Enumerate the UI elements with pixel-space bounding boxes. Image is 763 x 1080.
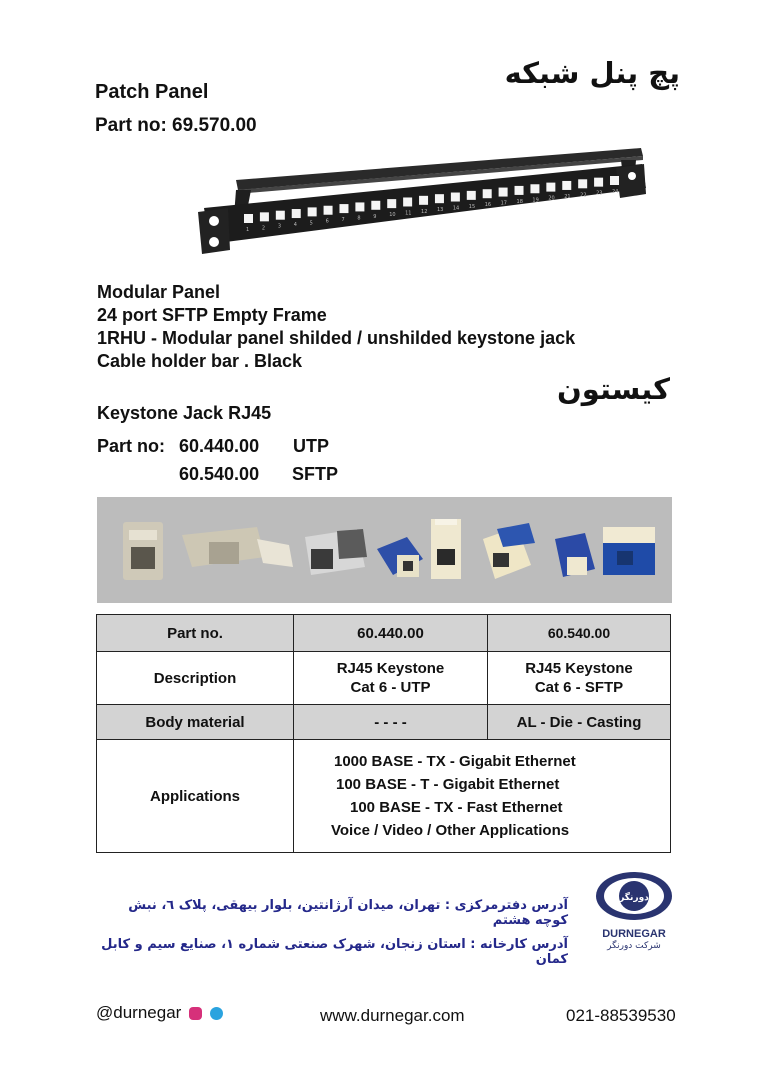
panel-port-number: 22 [580, 192, 587, 199]
panel-port [324, 206, 333, 215]
patch-panel-image [196, 146, 646, 256]
panel-port-number: 23 [596, 190, 603, 197]
panel-port [355, 202, 364, 211]
panel-port-number: 4 [293, 222, 297, 229]
panel-port-number: 8 [357, 215, 361, 222]
instagram-icon[interactable] [189, 1007, 202, 1020]
keystone-part-type: SFTP [292, 464, 339, 484]
panel-port [371, 201, 380, 210]
panel-port-number: 5 [309, 220, 313, 227]
logo-mark: دورنگر [619, 893, 649, 903]
panel-port-number: 7 [341, 217, 345, 224]
keystone-photo [182, 527, 293, 567]
spec-table-header-label: Part no. [97, 615, 294, 652]
application-item: 1000 BASE - TX - Gigabit Ethernet [334, 753, 576, 770]
brand-name-persian: شرکت دورنگر [607, 941, 661, 951]
panel-port-number: 16 [484, 202, 492, 209]
spec-table-header-col1: 60.440.00 [294, 615, 488, 652]
panel-port [530, 184, 539, 193]
spec-row-description-label: Description [97, 652, 294, 705]
spec-row-body-material-label: Body material [97, 705, 294, 740]
application-item: Voice / Video / Other Applications [331, 822, 570, 839]
panel-port-number: 10 [389, 212, 396, 219]
spec-row-applications-list [294, 740, 671, 853]
panel-port-number: 13 [436, 207, 444, 214]
social-handle-group [96, 1003, 223, 1023]
keystone-photos [97, 497, 672, 603]
panel-port-number: 24 [612, 189, 619, 195]
description-line: Cat 6 - SFTP [534, 679, 624, 696]
spec-row-applications-label: Applications [97, 740, 294, 853]
panel-port-number: 18 [516, 198, 523, 205]
phone-number: 021-88539530 [566, 1006, 676, 1025]
description-line: RJ45 Keystone [336, 660, 445, 677]
panel-port-number: 2 [261, 225, 266, 232]
spec-row-description-col2 [488, 652, 671, 705]
keystone-part-type: UTP [293, 436, 329, 456]
panel-port [546, 183, 555, 192]
panel-port [483, 189, 492, 198]
panel-port [244, 214, 253, 223]
panel-port-number: 14 [452, 205, 460, 212]
panel-port-number: 9 [373, 213, 377, 220]
panel-description-line: Modular Panel [97, 282, 221, 302]
panel-port [276, 211, 285, 220]
keystone-photo [305, 529, 367, 575]
panel-port-number: 1 [246, 227, 250, 233]
panel-port [499, 188, 508, 197]
panel-port [610, 176, 619, 185]
keystone-photo [431, 519, 461, 579]
panel-port-number: 3 [277, 223, 282, 230]
spec-row-body-material-col2: AL - Die - Casting [488, 705, 671, 740]
panel-description-line: 24 port SFTP Empty Frame [97, 305, 327, 325]
page-title: Patch Panel [95, 81, 209, 103]
description-line: RJ45 Keystone [525, 660, 633, 677]
page-title-persian: پچ پنل شبکه [504, 56, 680, 90]
panel-port-number: 20 [548, 195, 555, 202]
keystone-photo [377, 537, 423, 577]
panel-port [339, 204, 348, 213]
panel-port-number: 21 [564, 193, 571, 200]
panel-port-number: 17 [500, 200, 507, 207]
spec-table-header-col2: 60.540.00 [488, 615, 671, 652]
spec-row-body-material-col1: - - - - [294, 705, 488, 740]
application-item: 100 BASE - T - Gigabit Ethernet [336, 776, 560, 793]
keystone-photo [603, 527, 655, 575]
factory-address: آدرس کارخانه : استان زنجان، شهرک صنعتی شماره ١، صنایع سیم و کابل کمان [101, 937, 568, 967]
panel-port [292, 209, 301, 218]
panel-port [467, 191, 476, 200]
panel-port-number: 19 [532, 197, 539, 204]
panel-port [578, 179, 587, 188]
panel-port [562, 181, 571, 190]
application-item: 100 BASE - TX - Fast Ethernet [350, 799, 563, 816]
brand-name: DURNEGAR [602, 928, 666, 940]
keystone-part-label: Part no: [97, 436, 166, 456]
panel-port [260, 212, 269, 221]
social-handle[interactable]: @durnegar [96, 1003, 182, 1022]
office-address: آدرس دفترمرکزی : تهران، میدان آرژانتین، بلوار بیهقی، پلاک ٦، نبش کوچه هشتم [128, 898, 568, 928]
panel-port [387, 199, 396, 208]
patch-panel-part-number: Part no: 69.570.00 [95, 115, 257, 136]
panel-port [308, 207, 317, 216]
panel-port [435, 194, 444, 203]
spec-table [96, 614, 671, 853]
website-link[interactable]: www.durnegar.com [320, 1006, 465, 1025]
panel-port-number: 12 [421, 208, 428, 215]
keystone-photo [123, 522, 163, 580]
panel-port [403, 197, 412, 206]
keystone-photo [483, 523, 535, 579]
panel-port [451, 193, 460, 202]
panel-port-number: 11 [405, 210, 412, 217]
telegram-icon[interactable] [210, 1007, 223, 1020]
spec-row-description-col1 [294, 652, 488, 705]
description-line: Cat 6 - UTP [350, 679, 431, 696]
panel-port [419, 196, 428, 205]
panel-description-line: Cable holder bar . Black [97, 351, 303, 371]
panel-description-line: 1RHU - Modular panel shilded / unshilded keystone jack [97, 328, 576, 348]
keystone-part-number: 60.540.00 [179, 464, 260, 484]
keystone-title-persian: کیستون [557, 372, 670, 406]
panel-port-number: 6 [325, 218, 329, 225]
keystone-title: Keystone Jack RJ45 [97, 403, 272, 423]
panel-port-number: 15 [468, 203, 476, 210]
keystone-part-number: 60.440.00 [179, 436, 260, 456]
panel-port [594, 178, 603, 187]
panel-port [515, 186, 524, 195]
keystone-photo [555, 533, 595, 577]
